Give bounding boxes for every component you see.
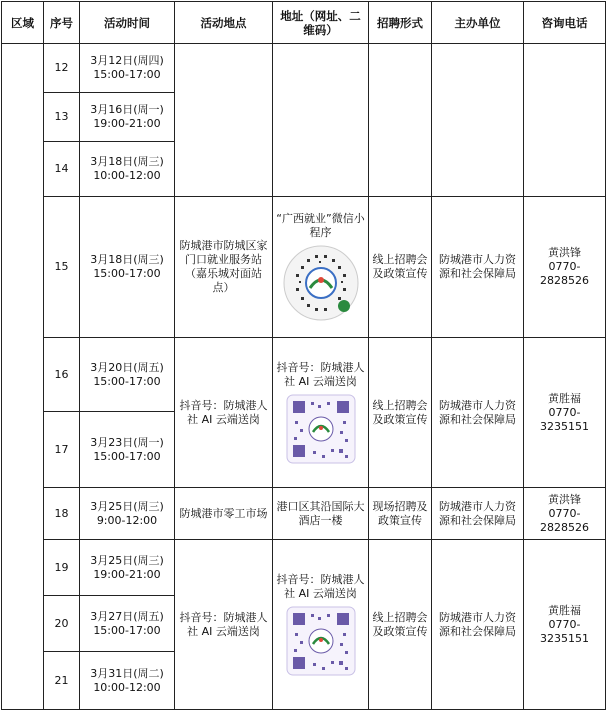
time-cell [80, 488, 175, 540]
seq-cell: 13 [44, 93, 80, 142]
table-row [2, 338, 606, 412]
time-cell [80, 338, 175, 412]
date-text: 3月31日(周二) [90, 666, 164, 680]
header-time: 活动时间 [80, 2, 175, 44]
venue-cell: 抖音号：防城港人社 AI 云端送岗 [175, 338, 273, 488]
organizer-cell: 防城港市人力资源和社会保障局 [432, 488, 524, 540]
seq-cell: 18 [44, 488, 80, 540]
phone-cell [524, 197, 606, 338]
address-cell: 港口区其沿国际大酒店一楼 [273, 488, 369, 540]
hours-text: 15:00-17:00 [93, 449, 161, 463]
venue-cell: 防城港市防城区家门口就业服务站（嘉乐城对面站点） [175, 197, 273, 338]
time-cell [80, 596, 175, 652]
hours-text: 15:00-17:00 [93, 267, 161, 280]
header-row [2, 2, 606, 44]
header-address: 地址（网址、二维码） [273, 2, 369, 44]
hours-text: 9:00-12:00 [96, 513, 158, 527]
seq-cell: 12 [44, 44, 80, 93]
time-cell [80, 652, 175, 710]
organizer-cell: 防城港市人力资源和社会保障局 [432, 540, 524, 710]
empty-cell [524, 44, 606, 197]
date-text: 3月12日(周四) [90, 54, 164, 67]
date-text: 3月16日(周一) [90, 103, 164, 116]
time-cell [80, 412, 175, 488]
organizer-cell: 防城港市人力资源和社会保障局 [432, 197, 524, 338]
time-cell [80, 142, 175, 197]
date-text: 3月23日(周一) [90, 435, 164, 449]
douyin-qr-code-icon[interactable] [285, 393, 357, 465]
seq-cell: 16 [44, 338, 80, 412]
schedule-table [1, 1, 606, 710]
organizer-cell: 防城港市人力资源和社会保障局 [432, 338, 524, 488]
hours-text: 15:00-17:00 [93, 374, 161, 388]
date-text: 3月20日(周五) [90, 360, 164, 374]
format-cell: 线上招聘会及政策宣传 [369, 338, 432, 488]
seq-cell: 20 [44, 596, 80, 652]
phone-cell [524, 488, 606, 540]
time-cell [80, 44, 175, 93]
seq-cell: 15 [44, 197, 80, 338]
seq-cell: 19 [44, 540, 80, 596]
empty-cell [175, 44, 273, 197]
time-cell [80, 197, 175, 338]
header-seq: 序号 [44, 2, 80, 44]
seq-cell: 14 [44, 142, 80, 197]
hours-text: 10:00-12:00 [93, 680, 161, 694]
phone-number: 0770-2828526 [540, 260, 589, 287]
address-text: 抖音号：防城港人社 AI 云端送岗 [276, 360, 365, 388]
time-cell [80, 93, 175, 142]
table-row [2, 197, 606, 338]
venue-cell: 防城港市零工市场 [175, 488, 273, 540]
date-text: 3月18日(周三) [90, 253, 164, 266]
wechat-miniprogram-code-icon[interactable] [282, 244, 360, 322]
address-cell [273, 197, 369, 338]
date-text: 3月25日(周三) [90, 499, 164, 513]
header-organizer: 主办单位 [432, 2, 524, 44]
contact-name: 黄胜福 [548, 391, 581, 405]
address-text: “广西就业”微信小程序 [276, 212, 365, 239]
seq-cell: 21 [44, 652, 80, 710]
date-text: 3月27日(周五) [90, 609, 164, 623]
time-cell [80, 540, 175, 596]
table-row [2, 488, 606, 540]
hours-text: 19:00-21:00 [93, 117, 161, 130]
date-text: 3月25日(周三) [90, 553, 164, 567]
table-row [2, 44, 606, 93]
header-phone: 咨询电话 [524, 2, 606, 44]
venue-cell: 抖音号：防城港人社 AI 云端送岗 [175, 540, 273, 710]
hours-text: 10:00-12:00 [93, 169, 161, 182]
contact-name: 黄洪锋 [548, 492, 581, 506]
contact-name: 黄胜福 [548, 603, 581, 617]
hours-text: 15:00-17:00 [93, 623, 161, 637]
header-venue: 活动地点 [175, 2, 273, 44]
empty-cell [273, 44, 369, 197]
phone-cell [524, 338, 606, 488]
address-text: 抖音号：防城港人社 AI 云端送岗 [276, 572, 365, 600]
phone-number: 0770-3235151 [540, 405, 589, 433]
douyin-qr-code-icon[interactable] [285, 605, 357, 677]
hours-text: 15:00-17:00 [93, 68, 161, 81]
address-cell [273, 540, 369, 710]
empty-cell [369, 44, 432, 197]
header-format: 招聘形式 [369, 2, 432, 44]
phone-cell [524, 540, 606, 710]
table-row [2, 540, 606, 596]
seq-cell: 17 [44, 412, 80, 488]
header-region: 区域 [2, 2, 44, 44]
phone-number: 0770-3235151 [540, 617, 589, 645]
phone-number: 0770-2828526 [540, 506, 589, 534]
hours-text: 19:00-21:00 [93, 567, 161, 581]
address-cell [273, 338, 369, 488]
format-cell: 线上招聘会及政策宣传 [369, 197, 432, 338]
empty-cell [432, 44, 524, 197]
date-text: 3月18日(周三) [90, 155, 164, 168]
format-cell: 现场招聘及政策宣传 [369, 488, 432, 540]
contact-name: 黄洪锋 [548, 246, 581, 259]
region-cell [2, 44, 44, 710]
format-cell: 线上招聘会及政策宣传 [369, 540, 432, 710]
